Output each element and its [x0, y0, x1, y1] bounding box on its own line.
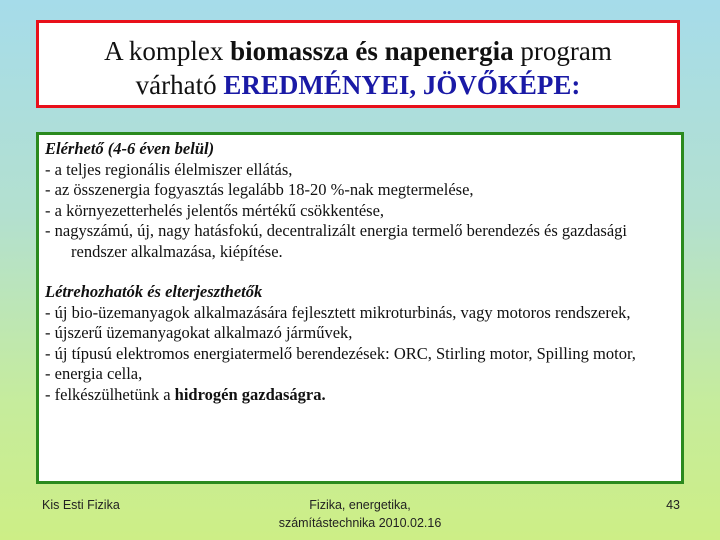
list-item: - energia cella, [45, 364, 143, 383]
footer-center-line-1: Fizika, energetika, [309, 498, 411, 512]
list-item: - új típusú elektromos energiatermelő berendezések: ORC, Stirling motor, Spilling motor, [45, 343, 636, 363]
list-item: - új bio-üzemanyagok alkalmazására fejlesztett mikroturbinás, vagy motoros rendszerek, [45, 302, 631, 322]
title-text: A komplex [104, 36, 231, 66]
title-accent-text: EREDMÉNYEI, JÖVŐKÉPE: [223, 70, 581, 100]
list-item [45, 385, 673, 406]
section-heading-achievable: Elérhető (4-6 éven belül) [45, 139, 215, 158]
footer-left: Kis Esti Fizika [42, 498, 120, 512]
list-item-bold-text: hidrogén gazdaságra. [174, 384, 326, 404]
list-item: - nagyszámú, új, nagy hatásfokú, decentralizált energia termelő berendezés és gazdasági rendszer alkalmazása, kiépítése. [45, 221, 627, 261]
title-line-2 [39, 68, 677, 102]
list-item: - újszerű üzemanyagokat alkalmazó járművek, [45, 323, 353, 342]
title-text: program [513, 36, 612, 66]
list-item-text: - felkészülhetünk a [45, 384, 175, 404]
page-number: 43 [666, 498, 680, 512]
content-panel [36, 132, 684, 484]
section-heading-creatable: Létrehozhatók és elterjeszthetők [45, 282, 263, 301]
list-item: - a környezetterhelés jelentős mértékű csökkentése, [45, 200, 385, 220]
title-line-1 [39, 34, 677, 68]
title-text: várható [135, 70, 224, 100]
title-bold-text: biomassza és napenergia [230, 36, 514, 66]
footer-center-line-2: számítástechnika 2010.02.16 [278, 516, 442, 530]
spacer [45, 262, 673, 282]
list-item: - a teljes regionális élelmiszer ellátás, [45, 159, 293, 179]
footer-center [240, 496, 480, 532]
slide-title [36, 20, 680, 108]
list-item: - az összenergia fogyasztás legalább 18-20 %-nak megtermelése, [45, 180, 474, 199]
